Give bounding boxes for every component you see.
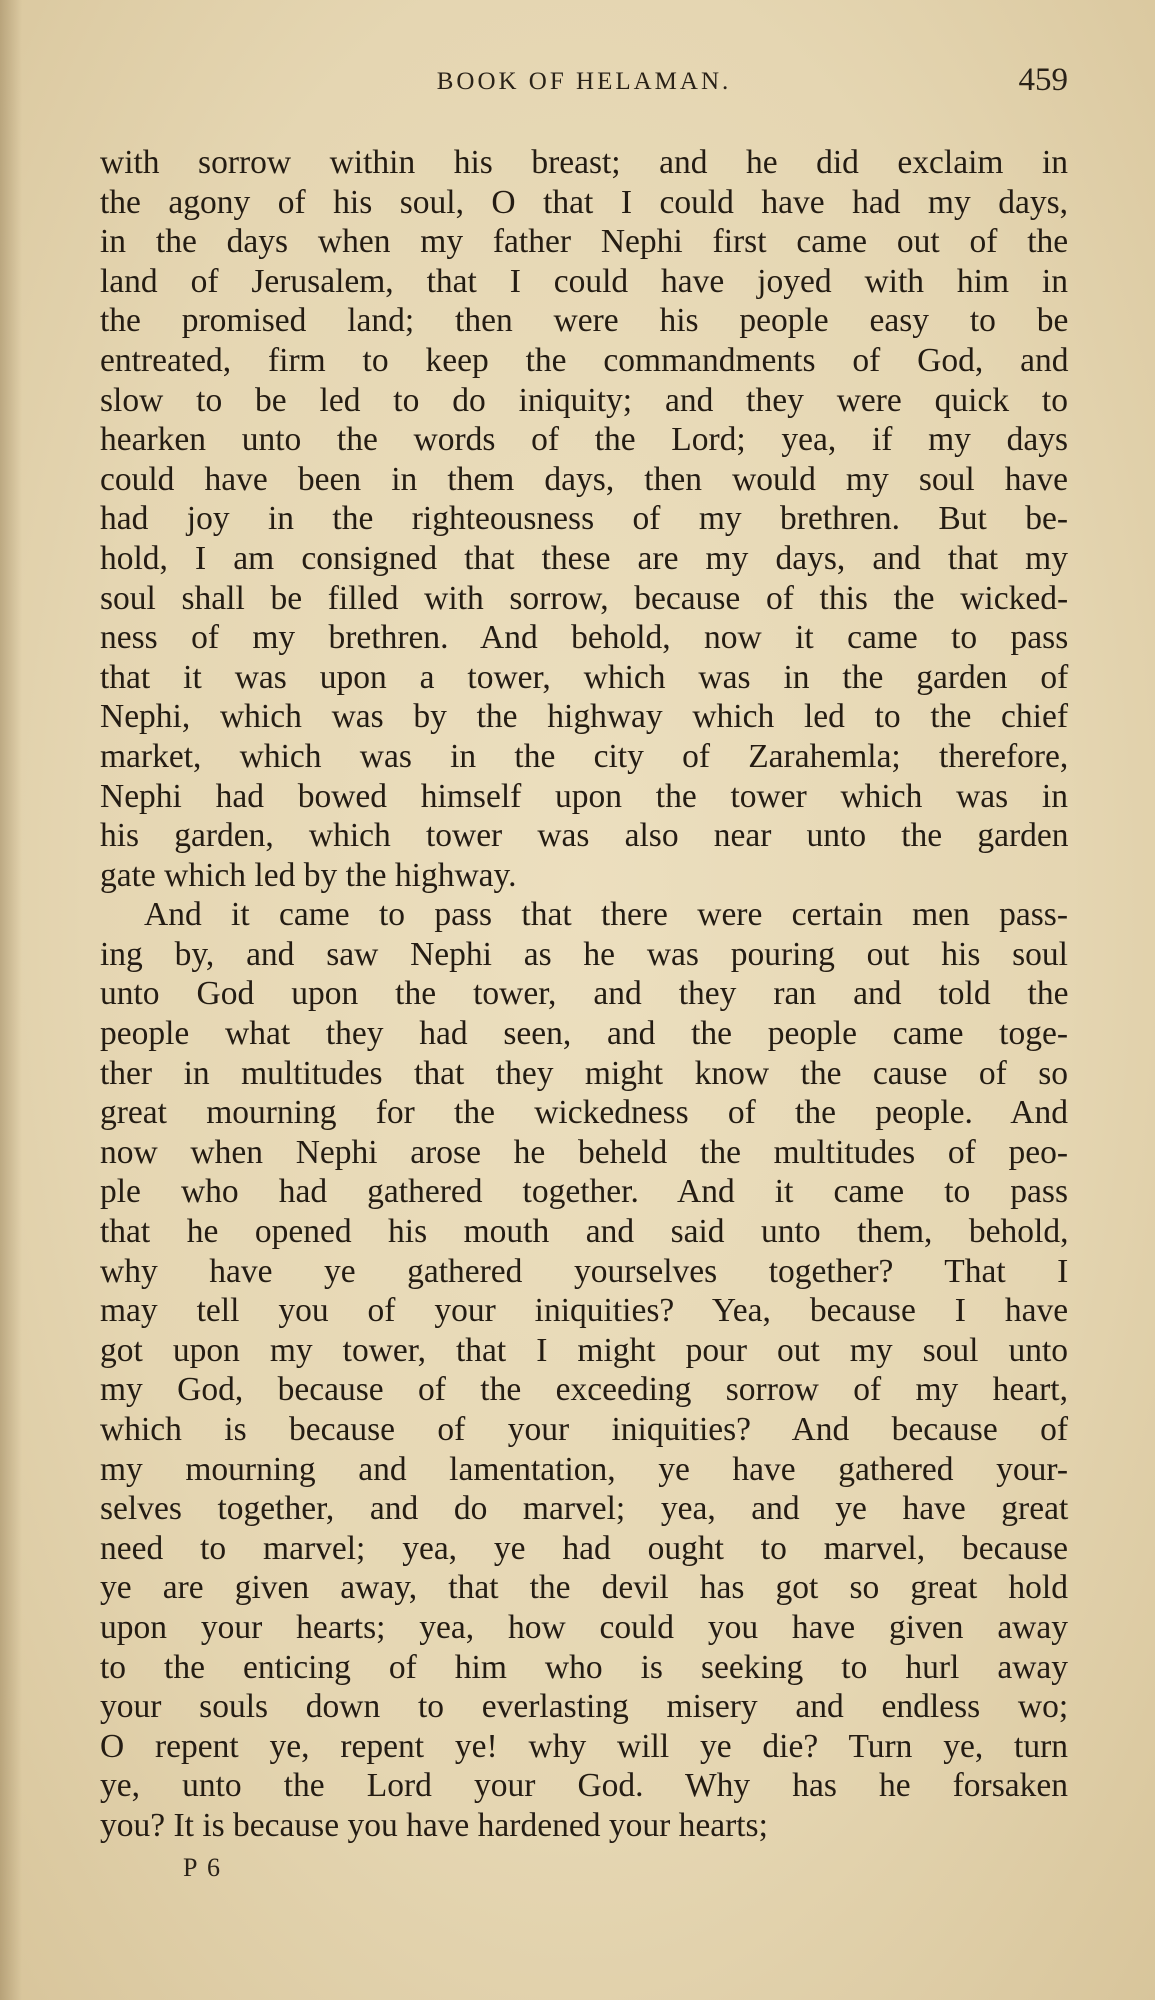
text-line: that it was upon a tower, which was in the garden of [100,658,1069,696]
page-header [100,62,1068,102]
text-line: could have been in them days, then would my soul have [100,460,1068,498]
text-line: now when Nephi arose he beheld the multitudes of peo- [100,1133,1068,1171]
paragraph [100,143,1068,895]
text-line: unto God upon the tower, and they ran and told the [100,975,1069,1013]
text-line: upon your hearts; yea, how could you have given away [100,1608,1068,1646]
text-line: ness of my brethren. And behold, now it came to pass [100,619,1069,657]
text-line: ther in multitudes that they might know the cause of so [100,1054,1068,1092]
running-head: BOOK OF HELAMAN. [436,68,732,95]
text-line: people what they had seen, and the people came toge- [100,1015,1068,1053]
text-line: ye are given away, that the devil has got so great hold [100,1569,1068,1607]
body-text [100,143,1068,1846]
text-line: entreated, firm to keep the commandments of God, and [100,341,1069,379]
text-line: O repent ye, repent ye! why will ye die? Turn ye, turn [100,1727,1069,1765]
text-line: you? It is because you have hardened your hearts; [100,1806,768,1844]
text-line: great mourning for the wickedness of the people. And [100,1094,1068,1132]
text-line: my God, because of the exceeding sorrow of my heart, [100,1371,1068,1409]
text-line: Nephi, which was by the highway which led to the chief [100,698,1068,736]
text-line: hearken unto the words of the Lord; yea, if my days [100,421,1068,459]
text-line: which is because of your iniquities? And because of [100,1411,1068,1448]
text-line: your souls down to everlasting misery and endless wo; [100,1688,1069,1726]
text-line: market, which was in the city of Zarahemla; therefore, [100,737,1069,775]
text-line: land of Jerusalem, that I could have joyed with him in [100,262,1068,300]
text-line: selves together, and do marvel; yea, and ye have great [100,1490,1069,1528]
text-line: gate which led by the highway. [100,856,517,894]
text-line: hold, I am consigned that these are my days, and that my [100,539,1068,577]
text-line: Nephi had bowed himself upon the tower which was in [100,777,1068,815]
page-number: 459 [1018,62,1068,98]
text-line: why have ye gathered yourselves together? That I [100,1252,1069,1290]
signature-mark: P 6 [183,1853,222,1882]
paragraph [100,895,1068,1845]
text-line: with sorrow within his breast; and he did exclaim in [100,144,1068,181]
text-line: slow to be led to do iniquity; and they were quick to [100,381,1068,419]
text-line: And it came to pass that there were certain men pass- [144,896,1068,934]
text-line: had joy in the righteousness of my brethren. But be- [100,500,1068,538]
text-line: got upon my tower, that I might pour out my soul unto [100,1331,1069,1369]
text-line: ing by, and saw Nephi as he was pouring out his soul [100,935,1068,973]
gutter-shadow [0,0,22,2000]
text-line: the promised land; then were his people easy to be [100,302,1069,340]
text-line: my mourning and lamentation, ye have gathered your- [100,1450,1068,1488]
text-line: may tell you of your iniquities? Yea, because I have [100,1292,1069,1330]
text-line: ple who had gathered together. And it came to pass [100,1173,1068,1211]
text-line: to the enticing of him who is seeking to hurl away [100,1648,1068,1686]
text-line: need to marvel; yea, ye had ought to marvel, because [100,1529,1068,1567]
text-line: soul shall be filled with sorrow, because of this the wicked- [100,579,1069,617]
text-line: the agony of his soul, O that I could have had my days, [100,183,1068,221]
text-line: that he opened his mouth and said unto them, behold, [100,1213,1069,1251]
text-line: his garden, which tower was also near unto the garden [100,817,1069,855]
text-line: ye, unto the Lord your God. Why has he forsaken [100,1767,1068,1805]
text-line: in the days when my father Nephi first came out of the [100,223,1069,261]
